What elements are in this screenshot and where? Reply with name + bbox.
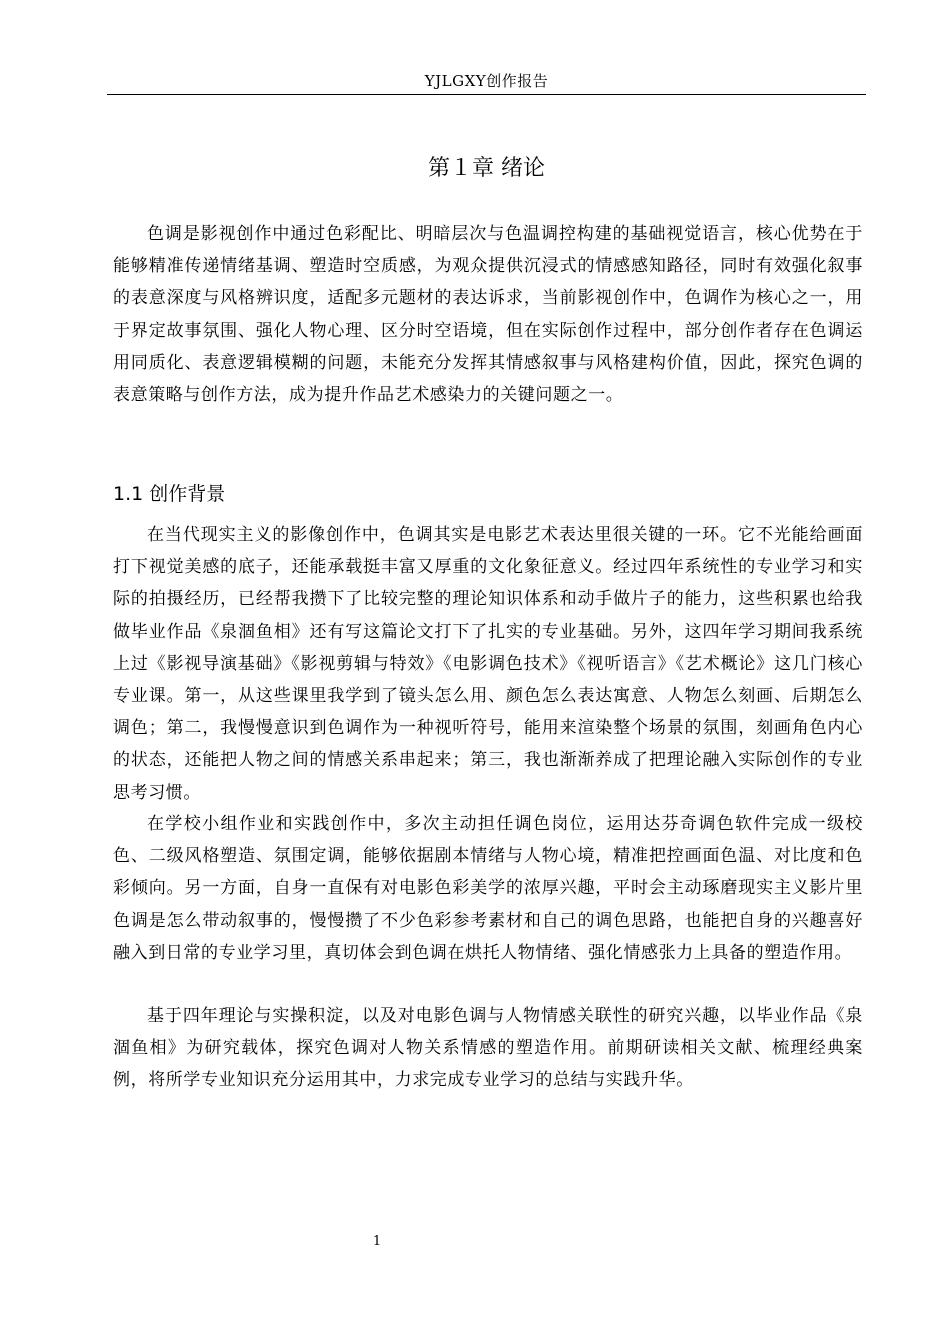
body-paragraph-1: 在当代现实主义的影像创作中，色调其实是电影艺术表达里很关键的一环。它不光能给画面打下视觉美感的底子，还能承载挺丰富又厚重的文化象征意义。经过四年系统性的专业学习和实际的拍摄经历，已经帮我攒下了比较完整的理论知识体系和动手做片子的能力，这些积累也给我做毕业作品《泉涸鱼相》还有写这篇论文打下了扎实的专业基础。另外，这四年学习期间我系统上过《影视导演基础》《影视剪辑与特效》《电影调色技术》《视听语言》《艺术概论》这几门核心专业课。第一，从这些课里我学到了镜头怎么用、颜色怎么表达寓意、人物怎么刻画、后期怎么调色；第二，我慢慢意识到色调作为一种视听符号，能用来渲染整个场景的氛围，刻画角色内心的状态，还能把人物之间的情感关系串起来；第三，我也渐渐养成了把理论融入实际创作的专业思考习惯。 bbox=[113, 525, 863, 803]
chapter-title: 第１章 绪论 bbox=[428, 156, 545, 181]
page-number: 1 bbox=[372, 1234, 382, 1249]
running-header: YJLGXY创作报告 bbox=[107, 70, 866, 95]
chapter-intro-paragraph: 色调是影视创作中通过色彩配比、明暗层次与色温调控构建的基础视觉语言，核心优势在于能够精准传递情绪基调、塑造时空质感，为观众提供沉浸式的情感感知路径，同时有效强化叙事的表意深度与风格辨识度，适配多元题材的表达诉求，当前影视创作中，色调作为核心之一，用于界定故事氛围、强化人物心理、区分时空语境，但在实际创作过程中，部分创作者存在色调运用同质化、表意逻辑模糊的问题，未能充分发挥其情感叙事与风格建构价值，因此，探究色调的表意策略与创作方法，成为提升作品艺术感染力的关键问题之一。 bbox=[113, 224, 863, 406]
section-title: 1.1 创作背景 bbox=[113, 483, 226, 505]
body-paragraph-3: 基于四年理论与实操积淀，以及对电影色调与人物情感关联性的研究兴趣，以毕业作品《泉涸鱼相》为研究载体，探究色调对人物关系情感的塑造作用。前期研读相关文献、梳理经典案例，将所学专业知识充分运用其中，力求完成专业学习的总结与实践升华。 bbox=[113, 1006, 863, 1091]
body-paragraph-2: 在学校小组作业和实践创作中，多次主动担任调色岗位，运用达芬奇调色软件完成一级校色、二级风格塑造、氛围定调，能够依据剧本情绪与人物心境，精准把控画面色温、对比度和色彩倾向。另一方面，自身一直保有对电影色彩美学的浓厚兴趣，平时会主动琢磨现实主义影片里色调是怎么带动叙事的，慢慢攒了不少色彩参考素材和自己的调色思路，也能把自身的兴趣喜好融入到日常的专业学习里，真切体会到色调在烘托人物情绪、强化情感张力上具备的塑造作用。 bbox=[113, 814, 863, 963]
